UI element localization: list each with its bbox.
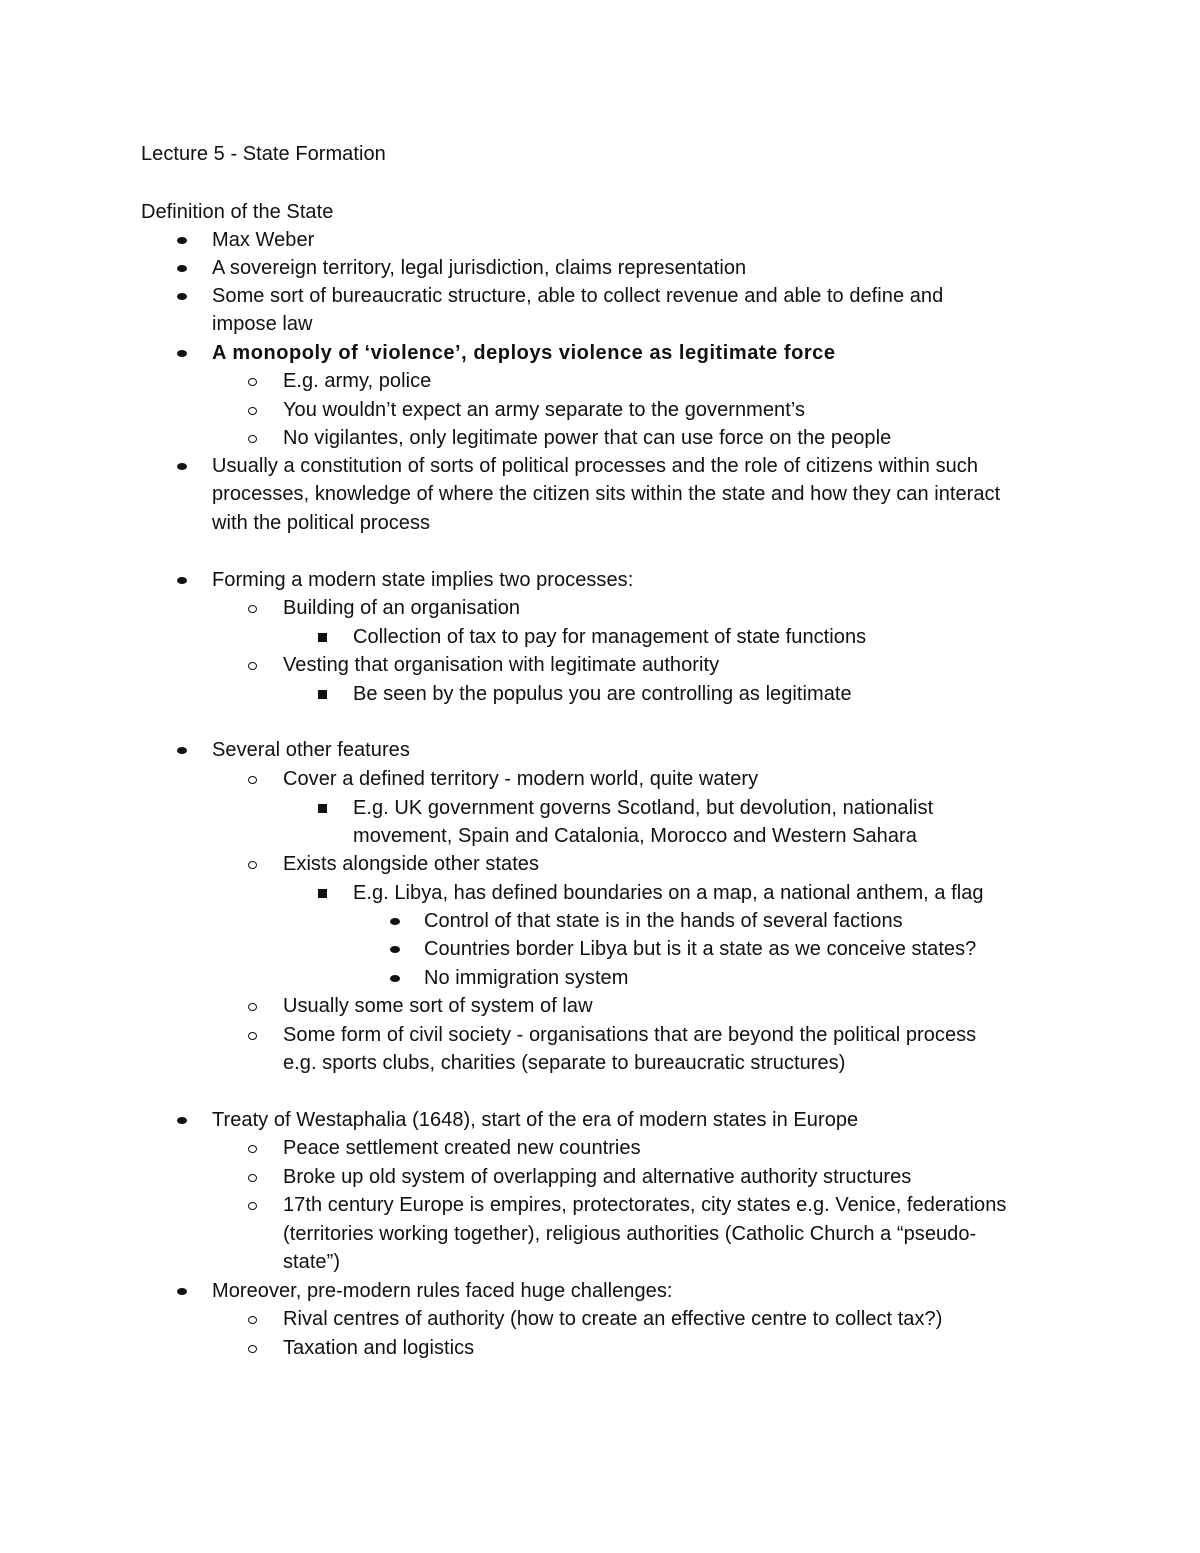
list-item: Some sort of bureaucratic structure, able to collect revenue and able to define and	[212, 285, 944, 307]
bullet-circle-icon	[248, 605, 257, 613]
list-item: A sovereign territory, legal jurisdiction, claims representation	[212, 257, 747, 279]
list-item: Exists alongside other states	[283, 853, 540, 875]
list-item: E.g. Libya, has defined boundaries on a map, a national anthem, a flag	[353, 882, 984, 904]
section-heading: Definition of the State	[141, 201, 334, 223]
list-item: E.g. UK government governs Scotland, but devolution, nationalist	[353, 797, 934, 819]
list-item: Treaty of Westaphalia (1648), start of the era of modern states in Europe	[212, 1109, 859, 1131]
bullet-circle-icon	[248, 1032, 257, 1040]
list-item: Some form of civil society - organisations that are beyond the political process	[283, 1024, 977, 1046]
list-item: Cover a defined territory - modern world, quite watery	[283, 768, 759, 790]
bullet-circle-icon	[248, 1345, 257, 1353]
list-item-continuation: (territories working together), religious authorities (Catholic Church a “pseudo-	[283, 1223, 977, 1245]
bullet-disc-icon	[177, 237, 187, 244]
list-item: Control of that state is in the hands of several factions	[424, 910, 903, 932]
bullet-circle-icon	[248, 861, 257, 869]
list-item: Moreover, pre-modern rules faced huge challenges:	[212, 1280, 673, 1302]
bullet-square-icon	[318, 690, 327, 699]
bullet-square-icon	[318, 804, 327, 813]
bullet-disc-icon	[177, 1117, 187, 1124]
bullet-disc-icon	[390, 918, 400, 925]
bullet-disc-icon	[177, 577, 187, 584]
bullet-circle-icon	[248, 435, 257, 443]
list-item: No vigilantes, only legitimate power that can use force on the people	[283, 427, 892, 449]
list-item: Be seen by the populus you are controlling as legitimate	[353, 683, 852, 705]
list-item-emphasized: A monopoly of ‘violence’, deploys violence as legitimate force	[212, 342, 836, 364]
bullet-circle-icon	[248, 776, 257, 784]
list-item: Countries border Libya but is it a state as we conceive states?	[424, 938, 977, 960]
bullet-circle-icon	[248, 1316, 257, 1324]
bullet-disc-icon	[177, 265, 187, 272]
bullet-circle-icon	[248, 1003, 257, 1011]
page-title: Lecture 5 - State Formation	[141, 143, 386, 165]
list-item-continuation: impose law	[212, 313, 313, 335]
bullet-circle-icon	[248, 1145, 257, 1153]
bullet-circle-icon	[248, 378, 257, 386]
list-item-continuation: movement, Spain and Catalonia, Morocco and Western Sahara	[353, 825, 917, 847]
list-item-continuation: state”)	[283, 1251, 341, 1273]
bullet-disc-icon	[177, 463, 187, 470]
bullet-disc-icon	[177, 293, 187, 300]
bullet-disc-icon	[177, 350, 187, 357]
list-item: E.g. army, police	[283, 370, 432, 392]
bullet-disc-icon	[390, 975, 400, 982]
bullet-circle-icon	[248, 407, 257, 415]
list-item: 17th century Europe is empires, protectorates, city states e.g. Venice, federations	[283, 1194, 1007, 1216]
list-item-continuation: processes, knowledge of where the citizen sits within the state and how they can interact	[212, 483, 1001, 505]
list-item: Building of an organisation	[283, 597, 521, 619]
list-item: Rival centres of authority (how to create an effective centre to collect tax?)	[283, 1308, 943, 1330]
bullet-disc-icon	[390, 946, 400, 953]
list-item: Forming a modern state implies two processes:	[212, 569, 634, 591]
list-item: Broke up old system of overlapping and alternative authority structures	[283, 1166, 912, 1188]
list-item: Peace settlement created new countries	[283, 1137, 641, 1159]
list-item: Collection of tax to pay for management of state functions	[353, 626, 867, 648]
bullet-circle-icon	[248, 1202, 257, 1210]
list-item: Vesting that organisation with legitimate authority	[283, 654, 720, 676]
bullet-square-icon	[318, 889, 327, 898]
list-item: No immigration system	[424, 967, 629, 989]
list-item-continuation: e.g. sports clubs, charities (separate to bureaucratic structures)	[283, 1052, 846, 1074]
bullet-square-icon	[318, 633, 327, 642]
bullet-disc-icon	[177, 1288, 187, 1295]
list-item: Taxation and logistics	[283, 1337, 475, 1359]
list-item: Usually a constitution of sorts of political processes and the role of citizens within such	[212, 455, 979, 477]
bullet-disc-icon	[177, 747, 187, 754]
bullet-circle-icon	[248, 1174, 257, 1182]
bullet-circle-icon	[248, 662, 257, 670]
list-item: Several other features	[212, 739, 410, 761]
list-item: Max Weber	[212, 229, 315, 251]
list-item: Usually some sort of system of law	[283, 995, 593, 1017]
list-item: You wouldn’t expect an army separate to the government’s	[283, 399, 806, 421]
list-item-continuation: with the political process	[212, 512, 431, 534]
